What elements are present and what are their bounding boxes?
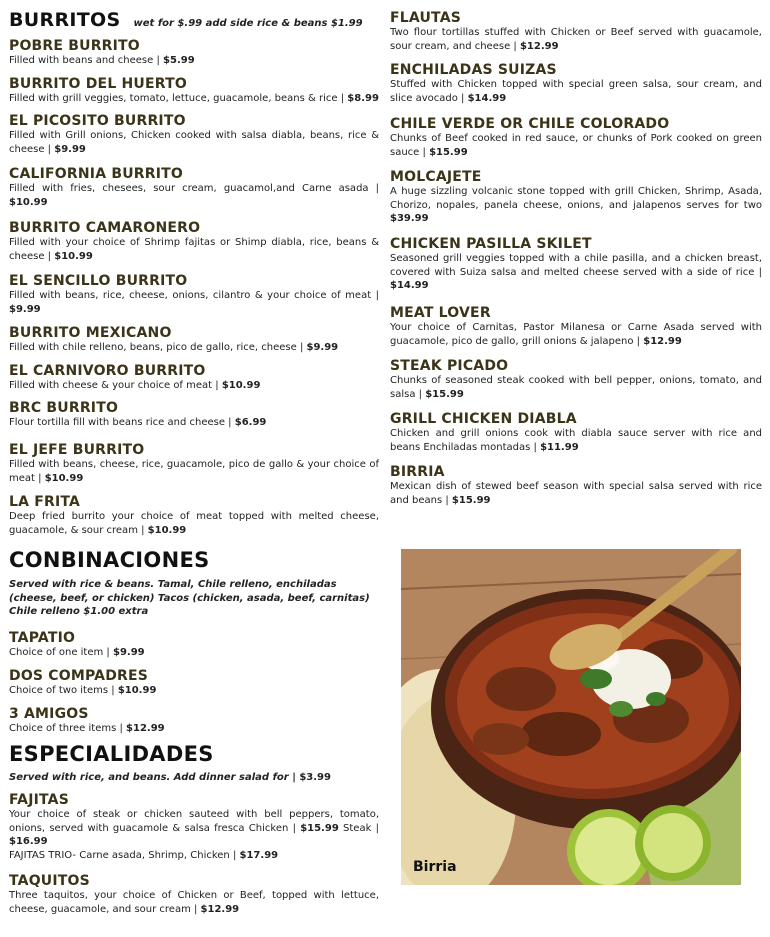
menu-item-desc: Filled with beans and cheese | — [9, 55, 160, 66]
menu-item-description — [390, 252, 762, 293]
menu-item-price: $39.99 — [390, 213, 429, 224]
menu-item-price: $12.99 — [643, 335, 682, 347]
menu-item-name: CHILE VERDE OR CHILE COLORADO — [390, 116, 670, 132]
menu-item-description — [9, 341, 379, 355]
menu-item-name: TAQUITOS — [9, 873, 90, 889]
especialidades-note — [9, 771, 379, 785]
menu-item-desc: Filled with chile relleno, beans, pico de gallo, rice, cheese | — [9, 342, 304, 353]
menu-item — [390, 169, 762, 226]
menu-item-desc: Seasoned grill veggies topped with a chile pasilla, and a chicken breast, covered with Suiza salsa and melted cheese served with a side of rice | — [390, 253, 762, 278]
menu-item-name: BRC BURRITO — [9, 400, 119, 416]
menu-item — [9, 400, 379, 430]
menu-item-description — [390, 26, 762, 53]
menu-item-price: $11.99 — [540, 441, 579, 453]
menu-item-name: BURRITO MEXICANO — [9, 325, 172, 341]
menu-item-price: $15.99 — [300, 822, 339, 834]
menu-item-name: FAJITAS — [9, 792, 69, 808]
menu-item-price: $10.99 — [54, 250, 93, 262]
menu-item-price: $12.99 — [519, 40, 559, 52]
birria-dish-illustration — [401, 549, 741, 885]
menu-item-name: STEAK PICADO — [390, 358, 509, 374]
menu-item-desc: A huge sizzling volcanic stone topped with grill Chicken, Shrimp, Asada, Chorizo, nopales, panela cheese, onions, and jalapenos serves for two — [390, 186, 762, 211]
menu-item-price: $12.99 — [126, 723, 165, 734]
menu-item-description — [9, 379, 379, 393]
menu-item-price: $15.99 — [429, 146, 468, 158]
birria-photo — [401, 549, 741, 885]
menu-item-desc: Your choice of steak or chicken sauteed with bell peppers, tomato, onions, served with guacamole & salsa fresca Chicken | — [9, 809, 379, 834]
menu-item-desc: Two flour tortillas stuffed with Chicken or Beef served with guacamole, sour cream, and cheese | — [390, 27, 762, 52]
menu-item-description — [9, 722, 379, 736]
burritos-header — [9, 9, 363, 31]
menu-item-name: MOLCAJETE — [390, 169, 482, 185]
menu-item-price: $9.99 — [306, 342, 339, 353]
menu-item-description — [9, 54, 379, 68]
menu-item-description — [9, 289, 379, 316]
menu-item-taquitos — [9, 873, 379, 916]
menu-item-price: $10.99 — [9, 196, 48, 208]
menu-item-description — [390, 321, 762, 348]
menu-item — [390, 411, 762, 454]
menu-item-description — [9, 129, 379, 156]
menu-item — [390, 10, 762, 53]
menu-item — [9, 668, 379, 698]
conbinaciones-header — [9, 548, 210, 572]
menu-item-desc-steak: Steak | — [343, 822, 379, 834]
menu-item-name: FLAUTAS — [390, 10, 462, 26]
menu-item-desc: Filled with cheese & your choice of meat | — [9, 380, 219, 391]
menu-item — [9, 442, 379, 485]
menu-item-description — [9, 458, 379, 485]
menu-item — [9, 113, 379, 156]
menu-item-description — [390, 480, 762, 507]
menu-item-price: $15.99 — [425, 388, 464, 400]
menu-item-name: BURRITO CAMARONERO — [9, 220, 201, 236]
menu-item — [9, 325, 379, 355]
menu-item-desc: Choice of three items | — [9, 723, 123, 734]
menu-item-desc: Three taquitos, your choice of Chicken or Beef, topped with lettuce, cheese, guacamole, and sour cream | — [9, 890, 379, 915]
menu-item-price: $14.99 — [390, 280, 429, 291]
menu-item-name: DOS COMPADRES — [9, 668, 149, 684]
menu-item-desc: Mexican dish of stewed beef season with special salsa served with rice and beans | — [390, 481, 762, 506]
menu-item-desc: Chunks of Beef cooked in red sauce, or chunks of Pork cooked on green sauce | — [390, 133, 762, 158]
menu-item-name: 3 AMIGOS — [9, 706, 89, 722]
menu-item-description — [9, 236, 379, 263]
burritos-note: wet for $.99 add side rice & beans $1.99 — [133, 18, 363, 29]
menu-item-desc: Chunks of seasoned steak cooked with bell pepper, onions, tomato, and salsa | — [390, 375, 762, 400]
menu-item-description — [9, 646, 379, 660]
menu-item — [9, 76, 379, 106]
menu-item-name: CALIFORNIA BURRITO — [9, 166, 183, 182]
menu-item-name: EL CARNIVORO BURRITO — [9, 363, 206, 379]
conbinaciones-note-text: Served with rice & beans. Tamal, Chile relleno, enchiladas (cheese, beef, or chicken) Tacos (chicken, asada, beef, carnitas) Chile relleno $1.00 extra — [9, 579, 370, 617]
menu-item-price: $10.99 — [44, 472, 84, 484]
menu-item — [9, 363, 379, 393]
menu-item-price: $15.99 — [451, 494, 491, 506]
burritos-title: BURRITOS — [9, 9, 121, 31]
menu-item-name: EL SENCILLO BURRITO — [9, 273, 188, 289]
menu-item-price: $5.99 — [163, 55, 195, 66]
menu-item-price: $10.99 — [147, 524, 187, 536]
conbinaciones-note — [9, 578, 379, 619]
menu-item — [9, 166, 379, 209]
menu-item-name: BURRITO DEL HUERTO — [9, 76, 187, 92]
fajitas-trio-price: $17.99 — [239, 849, 279, 861]
conbinaciones-title: CONBINACIONES — [9, 548, 210, 572]
menu-item-price: $8.99 — [347, 93, 379, 104]
menu-item-price: $14.99 — [467, 92, 507, 104]
especialidades-title: ESPECIALIDADES — [9, 742, 214, 766]
menu-item-desc: Choice of two items | — [9, 685, 115, 696]
menu-item-name: EL JEFE BURRITO — [9, 442, 145, 458]
menu-item — [9, 220, 379, 263]
menu-item-desc: Filled with beans, cheese, rice, guacamole, pico de gallo & your choice of meat | — [9, 459, 379, 484]
menu-item-desc: Chicken and grill onions cook with diabla sauce server with rice and beans Enchiladas montadas | — [390, 428, 762, 453]
menu-item-price: $10.99 — [221, 380, 261, 391]
menu-item-desc: Choice of one item | — [9, 647, 110, 658]
menu-item — [390, 305, 762, 348]
menu-item-name: CHICKEN PASILLA SKILET — [390, 236, 592, 252]
menu-item-name: ENCHILADAS SUIZAS — [390, 62, 557, 78]
especialidades-header — [9, 742, 214, 766]
menu-item-name: GRILL CHICKEN DIABLA — [390, 411, 577, 427]
especialidades-note-price: $3.99 — [299, 772, 331, 783]
menu-item — [9, 706, 379, 736]
menu-item-name: BIRRIA — [390, 464, 445, 480]
menu-item-description — [9, 416, 379, 430]
menu-item — [390, 358, 762, 401]
menu-item — [9, 630, 379, 660]
menu-item-desc: Deep fried burrito your choice of meat topped with melted cheese, guacamole, & sour cream | — [9, 511, 379, 536]
menu-item-desc: Filled with Grill onions, Chicken cooked with salsa diabla, beans, rice & cheese | — [9, 130, 379, 155]
menu-item-price: $6.99 — [234, 417, 267, 428]
menu-item-description — [390, 427, 762, 454]
especialidades-note-text: Served with rice, and beans. Add dinner salad for | — [9, 772, 296, 783]
menu-item — [9, 273, 379, 316]
menu-item-desc: Filled with beans, rice, cheese, onions, cilantro & your choice of meat | — [9, 290, 379, 301]
menu-item — [390, 62, 762, 105]
menu-item-name: MEAT LOVER — [390, 305, 491, 321]
menu-item-name: POBRE BURRITO — [9, 38, 140, 54]
menu-item-description — [390, 78, 762, 105]
menu-item — [9, 38, 379, 68]
menu-item — [390, 236, 762, 293]
menu-item-description — [390, 132, 762, 159]
photo-caption: Birria — [413, 859, 457, 875]
menu-item-price: $9.99 — [112, 647, 145, 658]
menu-item — [9, 494, 379, 537]
menu-item-description — [9, 182, 379, 209]
menu-item-price: $9.99 — [54, 143, 86, 155]
menu-item-desc: Stuffed with Chicken topped with special green salsa, sour cream, and slice avocado | — [390, 79, 762, 104]
menu-item-desc: Filled with your choice of Shrimp fajitas or Shimp diabla, rice, beans & cheese | — [9, 237, 379, 262]
menu-item-description — [9, 92, 379, 106]
menu-item — [390, 464, 762, 507]
menu-item — [390, 116, 762, 159]
menu-item-name: EL PICOSITO BURRITO — [9, 113, 186, 129]
menu-item-description — [9, 684, 379, 698]
menu-item-desc: Your choice of Carnitas, Pastor Milanesa or Carne Asada served with guacamole, pico de gallo, grill onions & jalapeno | — [390, 322, 762, 347]
menu-item-desc: Filled with grill veggies, tomato, lettuce, guacamole, beans & rice | — [9, 93, 345, 104]
menu-item-name: TAPATIO — [9, 630, 76, 646]
menu-item-desc: Flour tortilla fill with beans rice and cheese | — [9, 417, 232, 428]
menu-item-price-steak: $16.99 — [9, 836, 48, 847]
menu-item-price: $12.99 — [200, 903, 240, 915]
menu-item-description — [9, 510, 379, 537]
menu-item-name: LA FRITA — [9, 494, 81, 510]
menu-item-desc: Filled with fries, chesees, sour cream, guacamol,and Carne asada | — [9, 183, 379, 194]
menu-item-price: $9.99 — [9, 303, 41, 315]
menu-item-description — [390, 374, 762, 401]
fajitas-trio-desc: FAJITAS TRIO- Carne asada, Shrimp, Chicken | — [9, 849, 237, 861]
menu-item-fajitas — [9, 792, 379, 862]
menu-item-description — [390, 185, 762, 226]
menu-item-price: $10.99 — [117, 685, 157, 696]
